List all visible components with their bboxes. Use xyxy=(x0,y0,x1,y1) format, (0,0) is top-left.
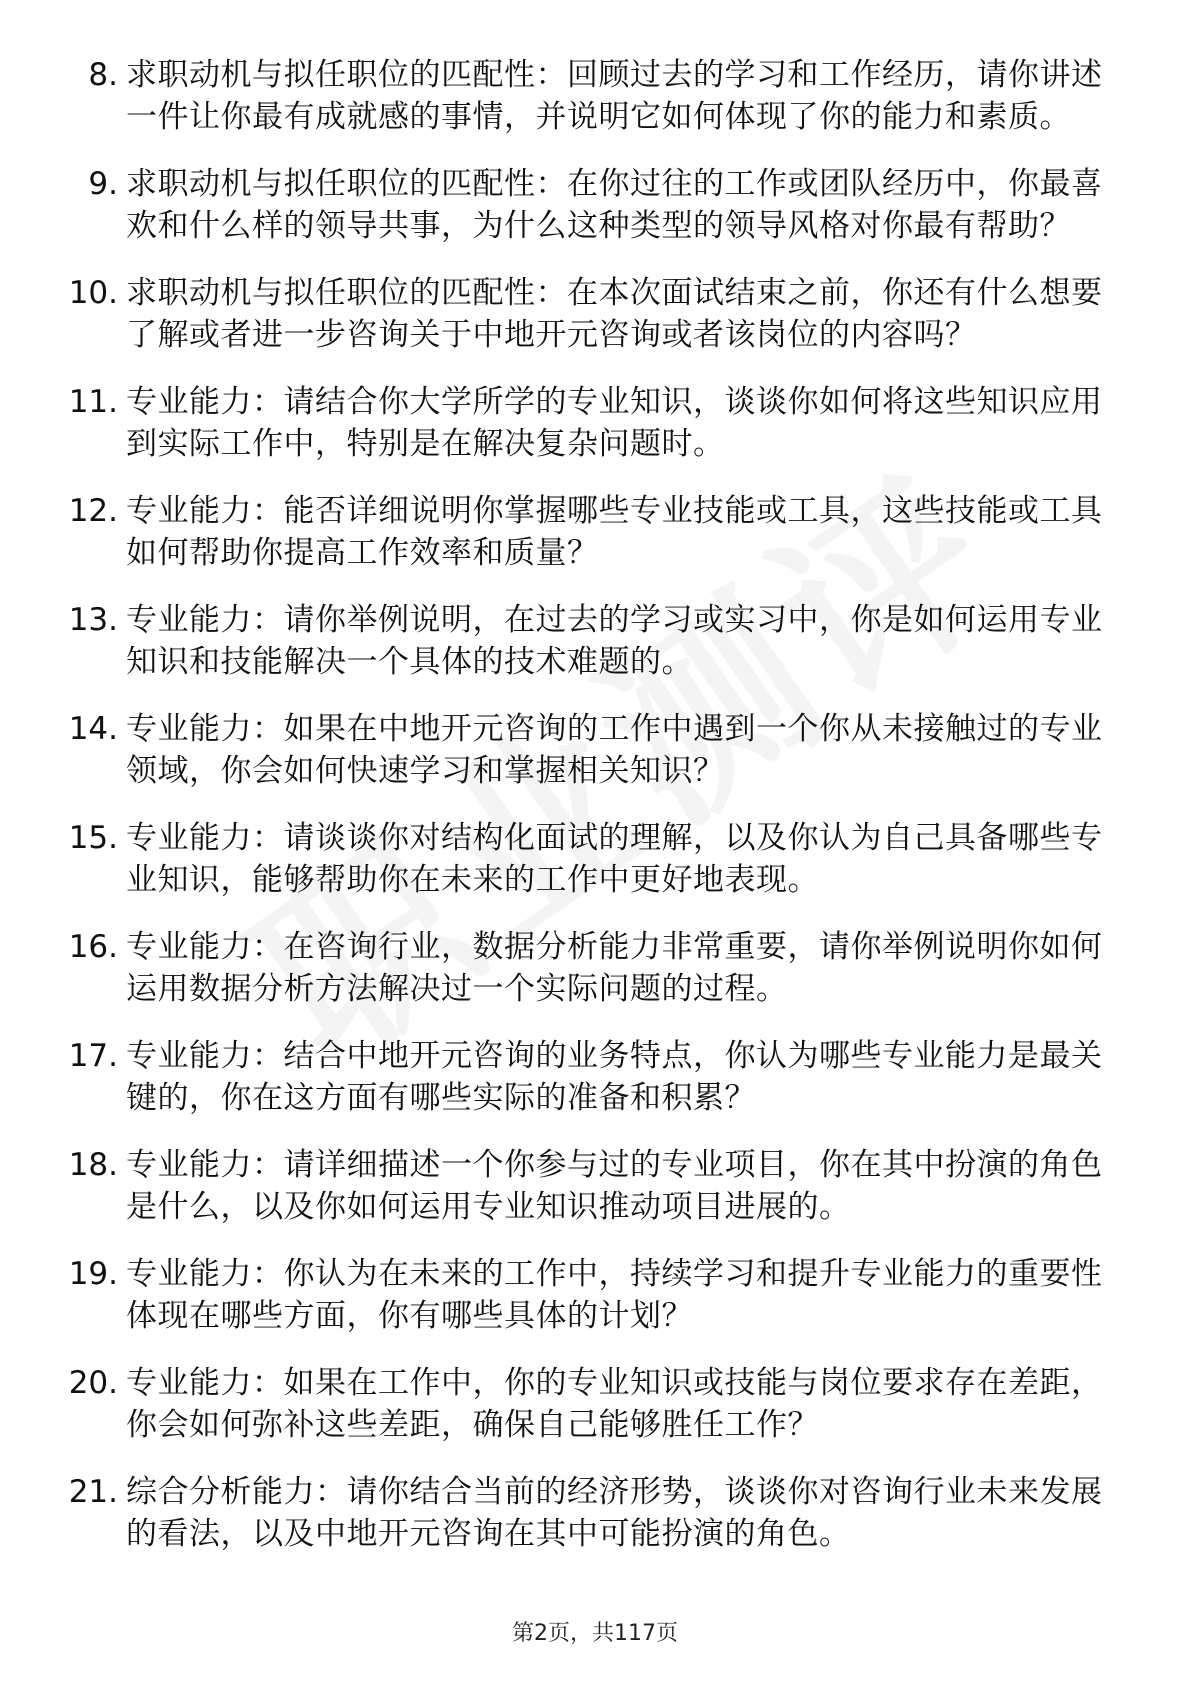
question-text: 求职动机与拟任职位的匹配性：在本次面试结束之前，你还有什么想要了解或者进一步咨询关于中地开元咨询或者该岗位的内容吗？ xyxy=(126,275,1103,353)
question-item xyxy=(58,1035,1118,1119)
question-item xyxy=(58,599,1118,683)
question-item xyxy=(58,490,1118,574)
question-text: 专业能力：能否详细说明你掌握哪些专业技能或工具，这些技能或工具如何帮助你提高工作效率和质量？ xyxy=(126,493,1103,571)
question-number: 15. xyxy=(68,820,118,856)
question-item xyxy=(58,1471,1118,1555)
question-text: 专业能力：你认为在未来的工作中，持续学习和提升专业能力的重要性体现在哪些方面，你有哪些具体的计划？ xyxy=(126,1256,1103,1334)
question-item xyxy=(58,272,1118,356)
question-number: 12. xyxy=(68,493,118,529)
question-text: 专业能力：如果在工作中，你的专业知识或技能与岗位要求存在差距，你会如何弥补这些差距，确保自己能够胜任工作？ xyxy=(126,1365,1103,1443)
question-item xyxy=(58,1144,1118,1228)
page-footer: 第2页，共117页 xyxy=(512,1621,678,1646)
question-number: 21. xyxy=(68,1474,118,1510)
question-text: 专业能力：请你举例说明，在过去的学习或实习中，你是如何运用专业知识和技能解决一个具体的技术难题的。 xyxy=(126,602,1103,680)
question-text: 专业能力：在咨询行业，数据分析能力非常重要，请你举例说明你如何运用数据分析方法解决过一个实际问题的过程。 xyxy=(126,929,1103,1007)
question-number: 9. xyxy=(88,166,118,202)
question-item xyxy=(58,926,1118,1010)
question-text: 专业能力：请结合你大学所学的专业知识，谈谈你如何将这些知识应用到实际工作中，特别是在解决复杂问题时。 xyxy=(126,384,1103,462)
question-item xyxy=(58,1253,1118,1337)
question-number: 14. xyxy=(68,711,118,747)
question-number: 16. xyxy=(68,929,118,965)
question-item xyxy=(58,708,1118,792)
question-text: 专业能力：如果在中地开元咨询的工作中遇到一个你从未接触过的专业领域，你会如何快速学习和掌握相关知识？ xyxy=(126,711,1103,789)
question-number: 20. xyxy=(68,1365,118,1401)
question-number: 19. xyxy=(68,1256,118,1292)
question-number: 8. xyxy=(88,57,118,93)
question-item xyxy=(58,1362,1118,1446)
question-number: 13. xyxy=(68,602,118,638)
question-text: 综合分析能力：请你结合当前的经济形势，谈谈你对咨询行业未来发展的看法，以及中地开元咨询在其中可能扮演的角色。 xyxy=(126,1474,1103,1552)
question-number: 17. xyxy=(68,1038,118,1074)
question-item xyxy=(58,817,1118,901)
question-item xyxy=(58,54,1118,138)
question-text: 专业能力：请谈谈你对结构化面试的理解，以及你认为自己具备哪些专业知识，能够帮助你在未来的工作中更好地表现。 xyxy=(126,820,1103,898)
question-list xyxy=(58,54,1118,1580)
question-text: 专业能力：请详细描述一个你参与过的专业项目，你在其中扮演的角色是什么，以及你如何运用专业知识推动项目进展的。 xyxy=(126,1147,1103,1225)
question-number: 11. xyxy=(68,384,118,420)
question-text: 求职动机与拟任职位的匹配性：回顾过去的学习和工作经历，请你讲述一件让你最有成就感的事情，并说明它如何体现了你的能力和素质。 xyxy=(126,57,1103,135)
question-number: 10. xyxy=(68,275,118,311)
question-text: 专业能力：结合中地开元咨询的业务特点，你认为哪些专业能力是最关键的，你在这方面有哪些实际的准备和积累？ xyxy=(126,1038,1103,1116)
question-item xyxy=(58,163,1118,247)
question-item xyxy=(58,381,1118,465)
question-number: 18. xyxy=(68,1147,118,1183)
question-text: 求职动机与拟任职位的匹配性：在你过往的工作或团队经历中，你最喜欢和什么样的领导共事，为什么这种类型的领导风格对你最有帮助？ xyxy=(126,166,1103,244)
